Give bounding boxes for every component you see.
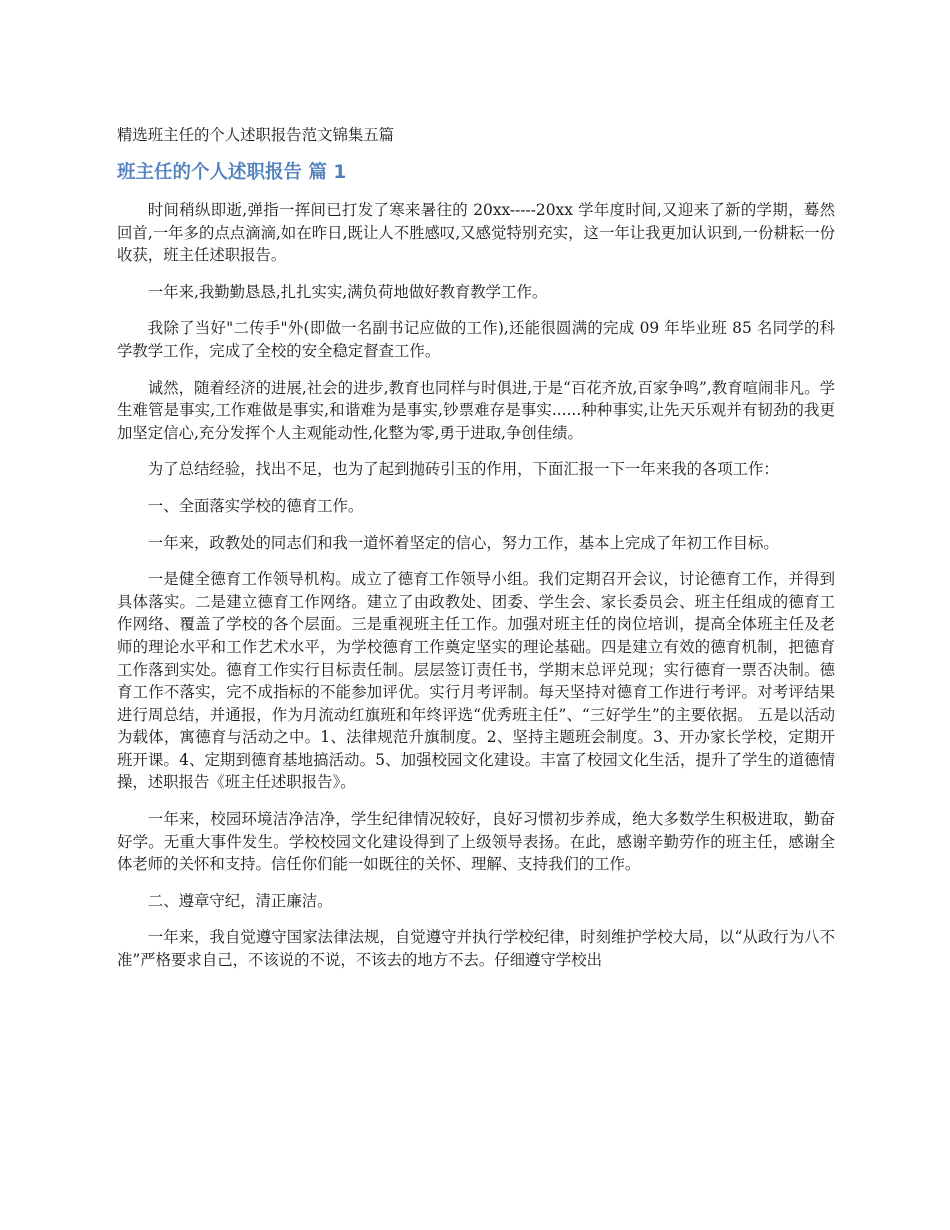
paragraph-1: 时间稍纵即逝,弹指一挥间已打发了寒来暑往的 20xx-----20xx 学年度时间,又迎来了新的学期，蓦然回首,一年多的点点滴滴,如在昨日,既让人不胜感叹,又感觉特别充实，这一年让我更加认识到,一份耕耘一份收获，班主任述职报告。: [117, 201, 835, 265]
paragraph-5: 为了总结经验，找出不足，也为了起到抛砖引玉的作用，下面汇报一下一年来我的各项工作：: [147, 460, 779, 479]
document-page: [117, 124, 835, 986]
paragraph-8: 一是健全德育工作领导机构。成立了德育工作领导小组。我们定期召开会议，讨论德育工作，并得到具体落实。二是建立德育工作网络。建立了由政教处、团委、学生会、家长委员会、班主任组成的德育工作网络、覆盖了学校的各个层面。三是重视班主任工作。加强对班主任的岗位培训，提高全体班主任及老师的理论水平和工作艺术水平，为学校德育工作奠定坚实的理论基础。四是建立有效的德育机制，把德育工作落到实处。德育工作实行目标责任制。层层签订责任书，学期末总评兑现；实行德育一票否决制。德育工作不落实，完不成指标的不能参加评优。实行月考评制。每天坚持对德育工作进行考评。对考评结果进行周总结，并通报，作为月流动红旗班和年终评选“优秀班主任”、“三好学生”的主要依据。 五是以活动为载体，寓德育与活动之中。1、法律规范升旗制度。2、坚持主题班会制度。3、开办家长学校，定期开班开课。4、定期到德育基地搞活动。5、加强校园文化建设。丰富了校园文化生活，提升了学生的道德情操，述职报告《班主任述职报告》。: [117, 570, 835, 792]
paragraph-2: 一年来,我勤勤恳恳,扎扎实实,满负荷地做好教育教学工作。: [147, 282, 548, 301]
document-title: 精选班主任的个人述职报告范文锦集五篇: [117, 126, 395, 144]
paragraph-7: 一年来，政教处的同志们和我一道怀着坚定的信心，努力工作，基本上完成了年初工作目标。: [147, 533, 779, 552]
paragraph-4: 诚然，随着经济的进展,社会的进步,教育也同样与时俱进,于是“百花齐放,百家争鸣”,教育喧闹非凡。学生难管是事实,工作难做是事实,和谐难为是事实,钞票难存是事实......种种事实,让先天乐观并有韧劲的我更加坚定信心,充分发挥个人主观能动性,化整为零,勇于进取,争创佳绩。: [117, 378, 835, 442]
section-heading: 班主任的个人述职报告 篇 1: [117, 162, 347, 183]
paragraph-11: 一年来，我自觉遵守国家法律法规，自觉遵守并执行学校纪律，时刻维护学校大局，以“从政行为八不准”严格要求自己，不该说的不说，不该去的地方不去。仔细遵守学校出: [117, 928, 835, 970]
subheading-moral-education: 一、全面落实学校的德育工作。: [147, 496, 364, 515]
paragraph-3: 我除了当好"二传手"外(即做一名副书记应做的工作),还能很圆满的完成 09 年毕业班 85 名同学的科学教学工作，完成了全校的安全稳定督查工作。: [117, 319, 835, 360]
paragraph-9: 一年来，校园环境洁净洁净，学生纪律情况较好，良好习惯初步养成，绝大多数学生积极进取，勤奋好学。无重大事件发生。学校校园文化建设得到了上级领导表扬。在此，感谢辛勤劳作的班主任，感谢全体老师的关怀和支持。信任你们能一如既往的关怀、理解、支持我们的工作。: [117, 810, 835, 874]
subheading-discipline: 二、遵章守纪，清正廉洁。: [147, 891, 333, 910]
